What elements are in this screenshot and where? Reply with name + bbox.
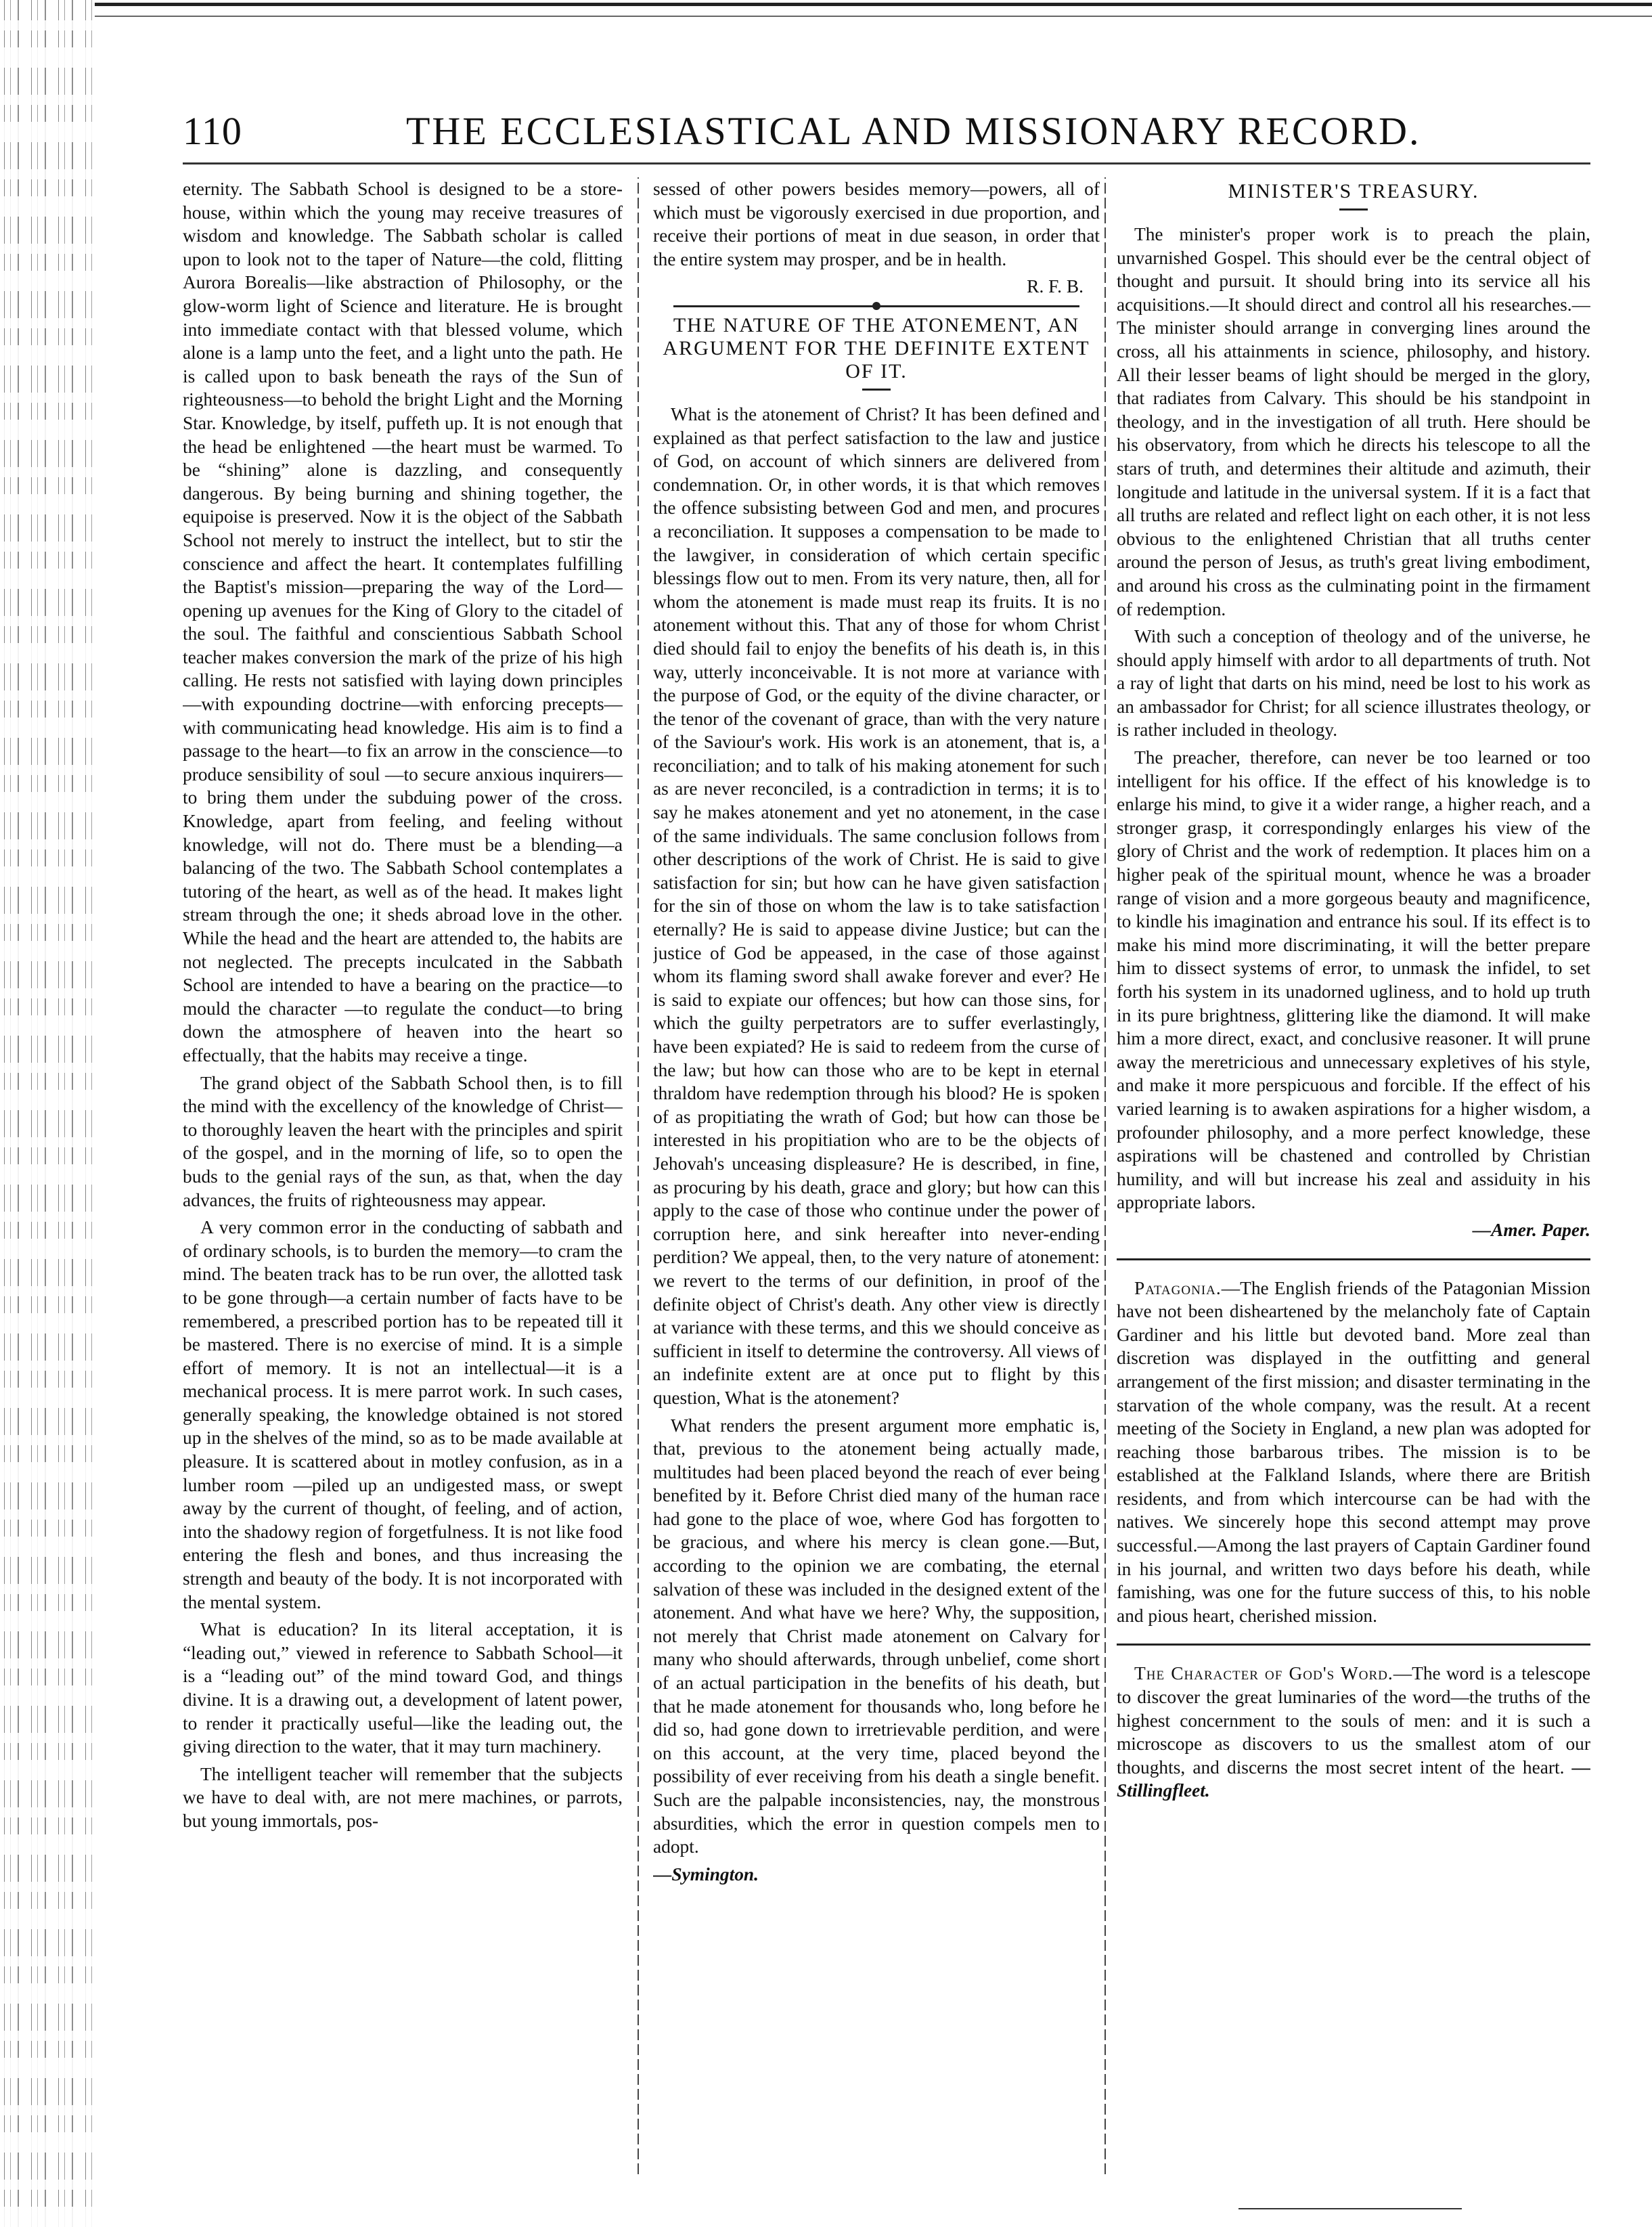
bottom-rule [1238,2208,1462,2209]
paragraph: The preacher, therefore, can never be too learned or too intelligent for his office. If the effect of his knowledge is to enlarge his mind, to give it a wider range, a higher reach, and a stronger grasp, it correspondingly enlarges his view of the glory of Christ and the work of redemption. It places him on a higher peak of the spiritual mount, whence he was a broader range of vision and a more gorgeous beauty and magnificence, to kindle his imagination and entrance his soul. If its effect is to make his mind more discriminating, it will the better prepare him to dissect systems of error, to unmask the infidel, to set forth his system in its unadorned ugliness, and to hold up truth in its pure brightness, glittering like the diamond. It will make him a more direct, exact, and conclusive reasoner. It will prune away the meretricious and unnecessary expletives of his style, and make it more perspicuous and forcible. If the effect of his varied learning is to awaken aspirations for a higher wisdom, a profounder philosophy, and a more perfect knowledge, these aspirations will be chastened and controlled by Christian humility, and will but increase his zeal and assiduity in his appropriate labors. [1117,747,1590,1213]
page-binding-edge [0,0,95,2227]
paragraph [1117,1662,1590,1803]
paragraph: The intelligent teacher will remember that the subjects we have to deal with, are not mere machines, or parrots, but young immortals, pos- [183,1763,623,1831]
paragraph: eternity. The Sabbath School is designed to be a store-house, within which the young may receive treasures of wisdom and knowledge. The Sabbath scholar is called upon to look not to the taper of Nature—the cold, flitting Aurora Borealis—like abstraction of Philosophy, or the glow-worm light of Science and literature. He is brought into immediate contact with that blessed volume, which alone is a lamp unto the feet, and a light unto the path. He is called upon to bask beneath the rays of the Sun of righteousness—to behold the bright Light and the Morning Star. Knowledge, by itself, puffeth up. It is not enough that the head be enlightened —the heart must be warmed. To be “shining” alone is dazzling, and consequently dangerous. By being burning and shining together, the equipoise is preserved. Now it is the object of the Sabbath School not merely to instruct the intellect, but to stir the conscience and affect the heart. It contemplates fulfilling the Baptist's mission—preparing the way of the Lord—opening up avenues for the King of Glory to the citadel of the soul. The faithful and conscientious Sabbath School teacher makes conversion the mark of the prize of his high calling. He rests not satisfied with laying down principles—with expounding doctrine—with enforcing precepts—with communicating head knowledge. His aim is to find a passage to the heart—to fix an arrow in the conscience—to produce sensibility of soul —to secure anxious inquirers—to bring them under the subduing power of the cross. Knowledge, apart from feeling, and feeling without knowledge, will not do. There must be a blending—a balancing of the two. The Sabbath School contemplates a tutoring of the heart, as well as of the head. It makes light stream through the one; it sheds abroad love in the other. While the head and the heart are attended to, the habits are not neglected. The precepts inculcated in the Sabbath School are intended to have a bearing on the practice—to mould the character —to regulate the conduct—to bring down the atmosphere of heaven into the heart so effectually, that the habits may receive a tinge. [183,179,623,1065]
section-separator [1117,1644,1590,1646]
paragraph: What is the atonement of Christ? It has been defined and explained as that perfect satisfaction to the law and justice of God, on account of which sinners are delivered from condemnation. Or, in other words, it is that which removes the offence subsisting between God and men, and procures a reconciliation. It supposes a compensation to be made to the lawgiver, in consideration of which certain specific blessings flow out to men. From its very nature, then, all for whom the atonement is made must reap its fruits. It is no atonement without this. That any of those for whom Christ died should fail to enjoy the benefits of his death is, in this way, utterly inconceivable. It is not more at variance with the purpose of God, or the equity of the divine character, or the tenor of the covenant of grace, than with the very nature of the Saviour's work. His work is an atonement, that is, a reconciliation; and to talk of his making atonement for such as are never reconciled, is a contradiction in terms; it is to say he makes atonement and yet no atonement, in the case of the same individuals. The same conclusion follows from other descriptions of the work of Christ. He is said to give satisfaction for sin; but how can he have given satisfaction for the sin of those on whom the law is to take satisfaction eternally? He is said to appease divine Justice; but can the justice of God be appeased, in the case of those against whom its flaming sword shall awake forever and ever? He is said to expiate our offences; but how can those sins, for which the guilty perpetrators are to suffer everlastingly, have been expiated? He is said to redeem from the curse of the law; but how can those who are to be kept in eternal thraldom have redemption through his blood? He is spoken of as propitiating the wrath of God; but how can those be interested in his propitiation who are to be the objects of Jehovah's unceasing displeasure? He is described, in fine, as procuring by his death, grace and glory; but how can this apply to the case of those who continue under the power of corruption here, and sink hereafter into never-ending perdition? We appeal, then, to the very nature of atonement: we revert to the terms of our definition, in proof of the definite object of Christ's death. Any other view is directly at variance with these terms, and this we should conceive as sufficient in itself to determine the controversy. All views of an indefinite extent are at once put to flight by this question, What is the atonement? [653,403,1100,1408]
running-header [183,108,1590,156]
section-heading: MINISTER'S TREASURY. [1228,180,1479,202]
column-divider [1104,177,1106,2174]
signature-line [653,275,1100,299]
column-divider [638,177,639,2174]
paragraph-text: —The English friends of the Patagonian Mission have not been disheartened by the melancholy fate of Captain Gardiner and his little but devoted band. More zeal than discretion was displayed in the outfitting and general arrangement of the first mission; and disaster terminating in the starvation of the whole company, was the result. At a recent meeting of the Society in England, a new plan was adopted for reaching those barbarous tribes. The mission is to be established at the Falkland Islands, where there are British residents, and from which intercourse can be had with the natives. We sincerely hope this second attempt may prove successful.—Among the last prayers of Captain Gardiner found in his journal, and written two days before his death, while famishing, was one for the future success of this, to his noble and pious heart, cherished mission. [1117,1277,1590,1626]
attribution: —Amer. Paper. [1472,1219,1590,1240]
paragraph: The minister's proper work is to preach the plain, unvarnished Gospel. This should ever be the central object of thought and pursuit. It should bring into its service all his acquisitions.—It should direct and control all his researches.—The minister should arrange in converging lines around the cross, all his attainments in science, philosophy, and history. All their lesser beams of light should be merged in the glory, that radiates from Calvary. This should be his standpoint in theology, and in the investigation of all truth. Here should be his observatory, from which he directs his telescope to all the stars of truth, and determines their altitude and azimuth, their longitude and latitude in the universal system. If it is a fact that all truths are related and reflect light on each other, it is not less obvious to the enlightened Christian that all truths center around the person of Jesus, as truth's great living embodiment, and around his cross as the culminating point in the firmament of redemption. [1117,224,1590,619]
paragraph: What renders the present argument more emphatic is, that, previous to the atonement being actually made, multitudes had been placed beyond the reach of ever being benefited by it. Before Christ died many of the human race had gone to the place of woe, where God has forgotten to be gracious, and where his mercy is clean gone.—But, according to the opinion we are combating, the eternal salvation of these was included in the designed extent of the atonement. And what have we here? Why, the supposition, not merely that Christ made atonement on Calvary for many who should afterwards, through unbelief, come short of an actual participation in the benefits of his death, but that he made atonement for thousands who, long before he did so, had gone down to irretrievable perdition, and were on this account, at the very time, placed beyond the possibility of ever receiving from his death a single benefit. Such are the palpable inconsistencies, nay, the monstrous absurdities, which the error in question compels men to adopt. [653,1415,1100,1857]
section-separator [1117,1258,1590,1260]
attribution: —Stillingfleet. [1117,1757,1590,1801]
column-2 [653,177,1100,2195]
paragraph-text: —The word is a telescope to discover the great luminaries of the word—the truths of the highest concernment to the souls of men: and it is such a microscope as discovers to us the smallest atom of our thoughts, and discerns the most secret intent of the heart. [1117,1663,1590,1778]
attribution-line [1117,1218,1590,1242]
column-3 [1117,177,1590,2195]
paragraph: What is education? In its literal acceptation, it is “leading out,” viewed in reference to Sabbath School—it is a “leading out” of the mind toward God, and things divine. It is a drawing out, a development of latent power, to render it practically useful—like the leading out, the giving direction to the water, that it may turn machinery. [183,1619,623,1757]
paragraph: A very common error in the conducting of sabbath and of ordinary schools, is to burden the memory—to cram the mind. The beaten track has to be run over, the allotted task to be gone through—a certain number of facts have to be remembered, a prescribed portion has to be repeated till it be mastered. There is no exercise of mind. It is a simple effort of memory. It is not an intellectual—it is a mechanical process. It is mere parrot work. In such cases, generally speaking, the knowledge obtained is not stored up in the shelves of the mind, so as to be made available at pleasure. It is scattered about in motley confusion, as in a lumber room —piled up an undigested mass, or swept away by the current of thought, of feeling, and of action, into the shadowy region of forgetfulness. It is not like food entering the flesh and bones, and thus increasing the strength and beauty of the body. It is not incorporated with the mental system. [183,1217,623,1612]
paragraph-label: The Character of God's Word. [1134,1663,1393,1684]
column-1 [183,177,623,2195]
heading-rule [862,389,891,391]
heading-rule [1339,208,1368,211]
page-number: 110 [183,109,242,153]
header-rule [183,162,1590,164]
paragraph-label: Patagonia. [1134,1277,1222,1298]
paragraph: The grand object of the Sabbath School then, is to fill the mind with the excellency of the knowledge of Christ—to thoroughly leaven the heart with the principles and spirit of the gospel, and in the morning of life, so to open the buds to the genial rays of the sun, as that, when the day advances, the fruits of righteousness may appear. [183,1072,623,1210]
attribution: —Symington. [653,1864,759,1884]
section-separator [673,305,1079,307]
paragraph: sessed of other powers besides memory—powers, all of which must be vigorously exercised in due proportion, and receive their portions of meat in due season, in order that the entire system may prosper, and be in health. [653,179,1100,269]
article-heading: THE NATURE OF THE ATONEMENT, AN ARGUMENT FOR THE DEFINITE EXTENT OF IT. [663,313,1090,382]
paragraph [1117,1277,1590,1628]
signature: R. F. B. [1027,276,1084,297]
journal-title: THE ECCLESIASTICAL AND MISSIONARY RECORD. [406,109,1421,153]
top-border-rule [95,3,1652,17]
paragraph: With such a conception of theology and of the universe, he should apply himself with ardor to all departments of truth. Not a ray of light that darts on his mind, need be lost to his work as an ambassador for Christ; for all science illustrates theology, or is rather included in theology. [1117,626,1590,741]
